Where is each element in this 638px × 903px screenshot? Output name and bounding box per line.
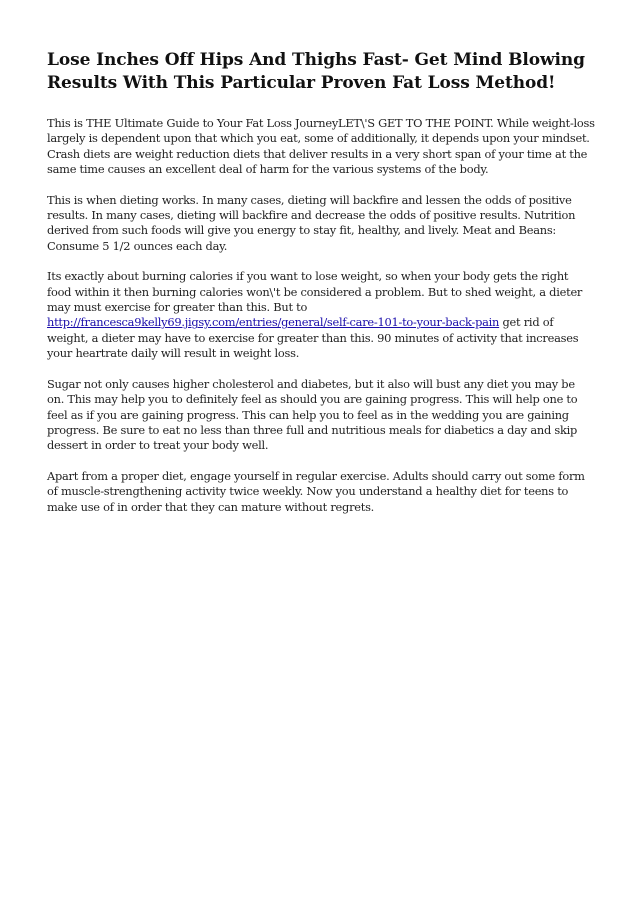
paragraph-2: This is when dieting works. In many cases, dieting will backfire and lessen the odds of positive results. In many cases, dieting will backfire and decrease the odds of positive results. Nutrition derived from such foods will give you energy to stay fit, healthy, and lively. Meat and Beans: Consume 5 1/2 ounces each day.: [47, 192, 576, 253]
paragraph-4: Sugar not only causes higher cholesterol and diabetes, but it also will bust any diet you may be on. This may help you to definitely feel as should you are gaining progress. This will help one to feel as if you are gaining progress. This can help you to feel as in the wedding you are gaining progress. Be sure to eat no less than three full and nutritious meals for diabetics a day and skip dessert in order to treat your body well.: [47, 376, 578, 453]
paragraph-5: Apart from a proper diet, engage yourself in regular exercise. Adults should carry out some form of muscle-strengthening activity twice weekly. Now you understand a healthy diet for teens to make use of in order that they can mature without regrets.: [47, 468, 585, 514]
paragraph-3-text-after: get rid of weight, a dieter may have to exercise for greater than this. 90 minutes of activity that increases your heartrate daily will result in weight loss.: [47, 315, 579, 361]
paragraph-3: [47, 269, 595, 361]
paragraph-3-text-before: Its exactly about burning calories if you want to lose weight, so when your body gets the right food within it then burning calories won\'t be considered a problem. But to shed weight, a dieter may must exercise for greater than this. But to: [47, 269, 583, 315]
article-link[interactable]: http://francesca9kelly69.jigsy.com/entries/general/self-care-101-to-your-back-pain: [47, 315, 500, 330]
page-title: Lose Inches Off Hips And Thighs Fast- Get Mind Blowing Results With This Particular Proven Fat Loss Method!: [47, 50, 585, 93]
document-page: [47, 49, 595, 530]
paragraph-1: This is THE Ultimate Guide to Your Fat Loss JourneyLET\'S GET TO THE POINT. While weight-loss largely is dependent upon that which you eat, some of additionally, it depends upon your mindset. Crash diets are weight reduction diets that deliver results in a very short span of your time at the same time causes an excellent deal of harm for the various systems of the body.: [47, 116, 595, 177]
